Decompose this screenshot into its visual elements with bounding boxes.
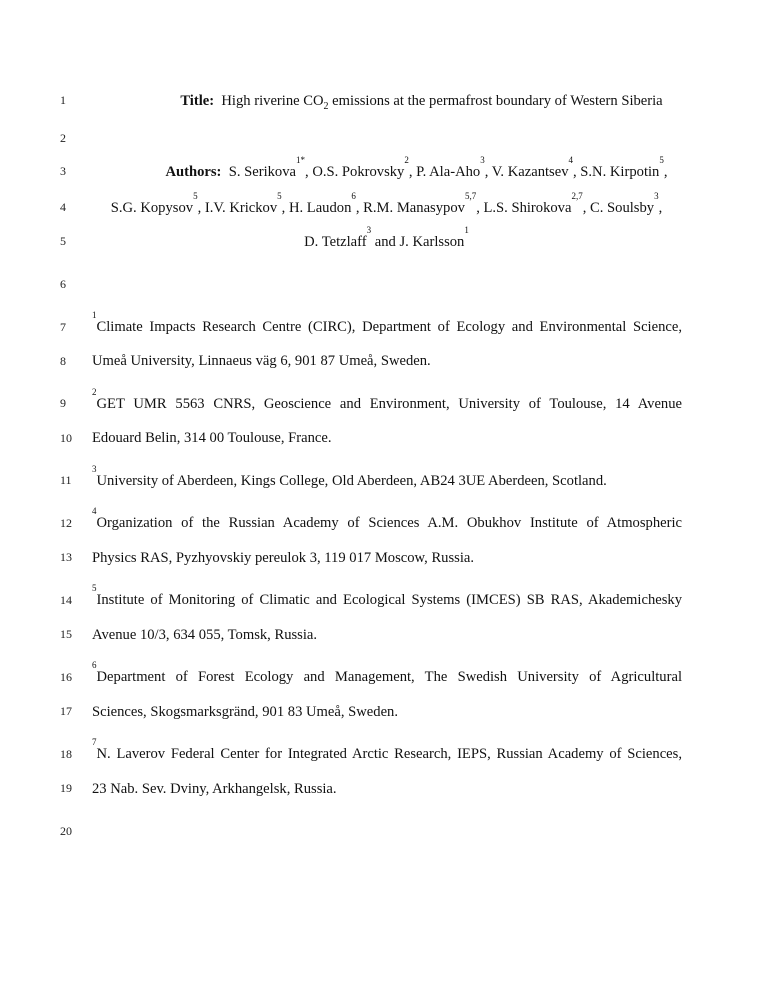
line-number: 11 bbox=[60, 473, 72, 487]
affiliation-line: $^7$N. Laverov Federal Center for Integrated Arctic Research, IEPS, Russian Academy of Sciences, bbox=[92, 737, 682, 762]
line-number: 18 bbox=[60, 747, 72, 761]
line-number: 14 bbox=[60, 593, 72, 607]
affiliation-line: Avenue 10/3, 634 055, Tomsk, Russia. bbox=[92, 627, 318, 643]
line-number: 16 bbox=[60, 670, 72, 684]
line-number: 10 bbox=[60, 431, 72, 445]
author: P. Ala-Aho$^3$, bbox=[416, 155, 492, 180]
affiliation-line: $^1$Climate Impacts Research Centre (CIRC), Department of Ecology and Environmental Science, bbox=[92, 310, 682, 335]
author: L.S. Shirokova$^{2,7}$, bbox=[483, 191, 590, 216]
author: O.S. Pokrovsky$^2$, bbox=[312, 155, 417, 180]
line-number: 2 bbox=[60, 131, 66, 145]
line-number: 20 bbox=[60, 824, 72, 838]
line-number: 8 bbox=[60, 354, 66, 368]
affiliation-line: Sciences, Skogsmarksgränd, 901 83 Umeå, Sweden. bbox=[92, 704, 399, 720]
author: J. Karlsson$^1$ bbox=[399, 225, 469, 250]
affiliation-line: $^2$GET UMR 5563 CNRS, Geoscience and Environment, University of Toulouse, 14 Avenue bbox=[92, 387, 682, 412]
line-number: 15 bbox=[60, 627, 72, 641]
authors-line-2 bbox=[0, 191, 773, 217]
line-number: 17 bbox=[60, 704, 72, 718]
line-number: 19 bbox=[60, 781, 72, 795]
author: V. Kazantsev$^4$, bbox=[491, 155, 581, 180]
affiliation-line: $^6$Department of Forest Ecology and Management, The Swedish University of Agricultural bbox=[92, 660, 682, 685]
line-number: 5 bbox=[60, 234, 66, 248]
affiliation-line: 23 Nab. Sev. Dviny, Arkhangelsk, Russia. bbox=[92, 781, 337, 797]
line-number: 7 bbox=[60, 320, 66, 334]
title-label: Title: bbox=[180, 93, 215, 109]
author: H. Laudon$^6$, bbox=[288, 191, 364, 216]
author: S. Serikova$^{1*}$, bbox=[228, 155, 313, 180]
affiliation-line: $^5$Institute of Monitoring of Climatic and Ecological Systems (IMCES) SB RAS, Akademichesky bbox=[92, 583, 682, 608]
affiliation-line: Physics RAS, Pyzhyovskiy pereulok 3, 119 017 Moscow, Russia. bbox=[92, 550, 475, 566]
author: R.M. Manasypov$^{5,7}$, bbox=[363, 191, 484, 216]
authors-label: Authors: bbox=[165, 164, 222, 180]
line-number: 3 bbox=[60, 164, 66, 178]
line-number: 4 bbox=[60, 200, 66, 214]
author: C. Soulsby$^3$, bbox=[590, 191, 663, 216]
title-text: High riverine $CO_2$ emissions at the permafrost boundary of Western Siberia bbox=[221, 93, 663, 112]
line-number: 13 bbox=[60, 550, 72, 564]
author: I.V. Krickov$^5$, bbox=[204, 191, 289, 216]
authors-line-3 bbox=[0, 225, 773, 251]
line-number: 1 bbox=[60, 93, 66, 107]
paper-title bbox=[35, 92, 773, 116]
author: S.N. Kirpotin$^5$, bbox=[580, 155, 668, 180]
line-number: 6 bbox=[60, 277, 66, 291]
author: D. Tetzlaff$^3$ and bbox=[304, 225, 400, 250]
line-number: 9 bbox=[60, 396, 66, 410]
affiliation-line: Umeå University, Linnaeus väg 6, 901 87 Umeå, Sweden. bbox=[92, 353, 431, 369]
line-number: 12 bbox=[60, 516, 72, 530]
authors-line-1 bbox=[30, 155, 773, 181]
affiliation-line: $^3$University of Aberdeen, Kings College, Old Aberdeen, AB24 3UE Aberdeen, Scotland. bbox=[92, 464, 607, 489]
affiliation-line: Edouard Belin, 314 00 Toulouse, France. bbox=[92, 430, 332, 446]
affiliation-line: $^4$Organization of the Russian Academy of Sciences A.M. Obukhov Institute of Atmospheric bbox=[92, 506, 682, 531]
author: S.G. Kopysov$^5$, bbox=[110, 191, 205, 216]
